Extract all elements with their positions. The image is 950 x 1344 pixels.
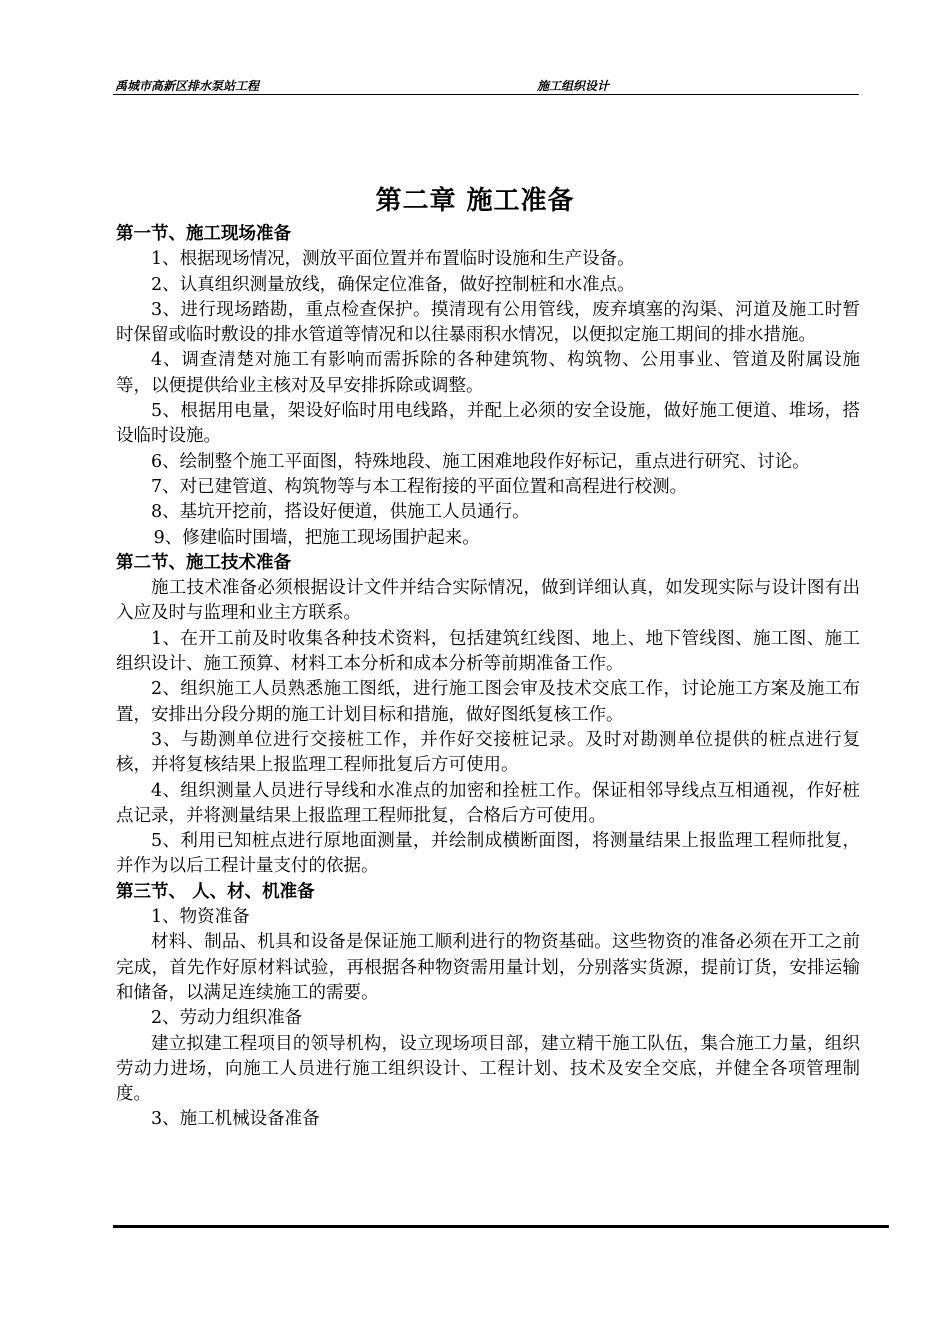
chapter-title: 第二章 施工准备 — [375, 186, 575, 216]
paragraph: 2、认真组织测量放线，确保定位准备，做好控制桩和水准点。 — [151, 274, 635, 295]
paragraph: 7、对已建管道、构筑物等与本工程衔接的平面位置和高程进行校测。 — [151, 476, 688, 497]
paragraph: 5、根据用电量，架设好临时用电线路，并配上必须的安全设施，做好施工便道、堆场，搭设临时设施。 — [116, 401, 860, 447]
paragraph: 施工技术准备必须根据设计文件并结合实际情况，做到详细认真，如发现实际与设计图有出入应及时与监理和业主方联系。 — [116, 578, 860, 624]
section-heading: 第一节、施工现场准备 — [116, 224, 291, 244]
paragraph: 1、根据现场情况，测放平面位置并布置临时设施和生产设备。 — [151, 249, 635, 270]
footer-divider — [113, 1225, 889, 1228]
paragraph: 2、组织施工人员熟悉施工图纸，进行施工图会审及技术交底工作，讨论施工方案及施工布置，安排出分段分期的施工计划目标和措施，做好图纸复核工作。 — [116, 679, 860, 725]
paragraph: 1、在开工前及时收集各种技术资料，包括建筑红线图、地上、地下管线图、施工图、施工组织设计、施工预算、材料工本分析和成本分析等前期准备工作。 — [116, 628, 860, 675]
paragraph: 3、施工机械设备准备 — [151, 1109, 320, 1130]
paragraph: 5、利用已知桩点进行原地面测量，并绘制成横断面图，将测量结果上报监理工程师批复，并作为以后工程计量支付的依据。 — [116, 831, 860, 877]
section-heading: 第三节、 人、材、机准备 — [116, 881, 315, 902]
document-body — [116, 222, 860, 1133]
paragraph: 3、进行现场踏勘，重点检查保护。摸清现有公用管线，废弃填塞的沟渠、河道及施工时暂时保留或临时敷设的排水管道等情况和以往暴雨积水情况，以便拟定施工期间的排水措施。 — [116, 299, 860, 346]
paragraph: 3、与勘测单位进行交接桩工作，并作好交接桩记录。及时对勘测单位提供的桩点进行复核，并将复核结果上报监理工程师批复后方可使用。 — [116, 729, 860, 776]
paragraph: 8、基坑开挖前，搭设好便道，供施工人员通行。 — [151, 502, 530, 523]
header-project-name: 禹城市高新区排水泵站工程 — [115, 79, 260, 93]
paragraph: 4、调查清楚对施工有影响而需拆除的各种建筑物、构筑物、公用事业、管道及附属设施等，以便提供给业主核对及早安排拆除或调整。 — [116, 350, 860, 396]
paragraph: 材料、制品、机具和设备是保证施工顺利进行的物资基础。这些物资的准备必须在开工之前完成，首先作好原材料试验，再根据各种物资需用量计划，分别落实货源，提前订货，安排运输和储备，以满足连续施工的需要。 — [116, 932, 860, 1003]
paragraph: 建立拟建工程项目的领导机构，设立现场项目部，建立精干施工队伍，集合施工力量，组织劳动力进场，向施工人员进行施工组织设计、工程计划、技术及安全交底，并健全各项管理制度。 — [116, 1033, 860, 1105]
paragraph: 1、物资准备 — [151, 907, 250, 928]
section-heading: 第二节、施工技术准备 — [116, 552, 291, 573]
header-document-type: 施工组织设计 — [537, 79, 610, 93]
paragraph: 6、绘制整个施工平面图，特殊地段、施工困难地段作好标记，重点进行研究、讨论。 — [151, 451, 810, 472]
paragraph: 2、劳动力组织准备 — [151, 1008, 303, 1029]
paragraph: 9、修建临时围墙，把施工现场围护起来。 — [153, 527, 480, 548]
page-header — [113, 74, 859, 95]
paragraph: 4、组织测量人员进行导线和水准点的加密和拴桩工作。保证相邻导线点互相通视，作好桩点记录，并将测量结果上报监理工程师批复，合格后方可使用。 — [116, 780, 860, 826]
